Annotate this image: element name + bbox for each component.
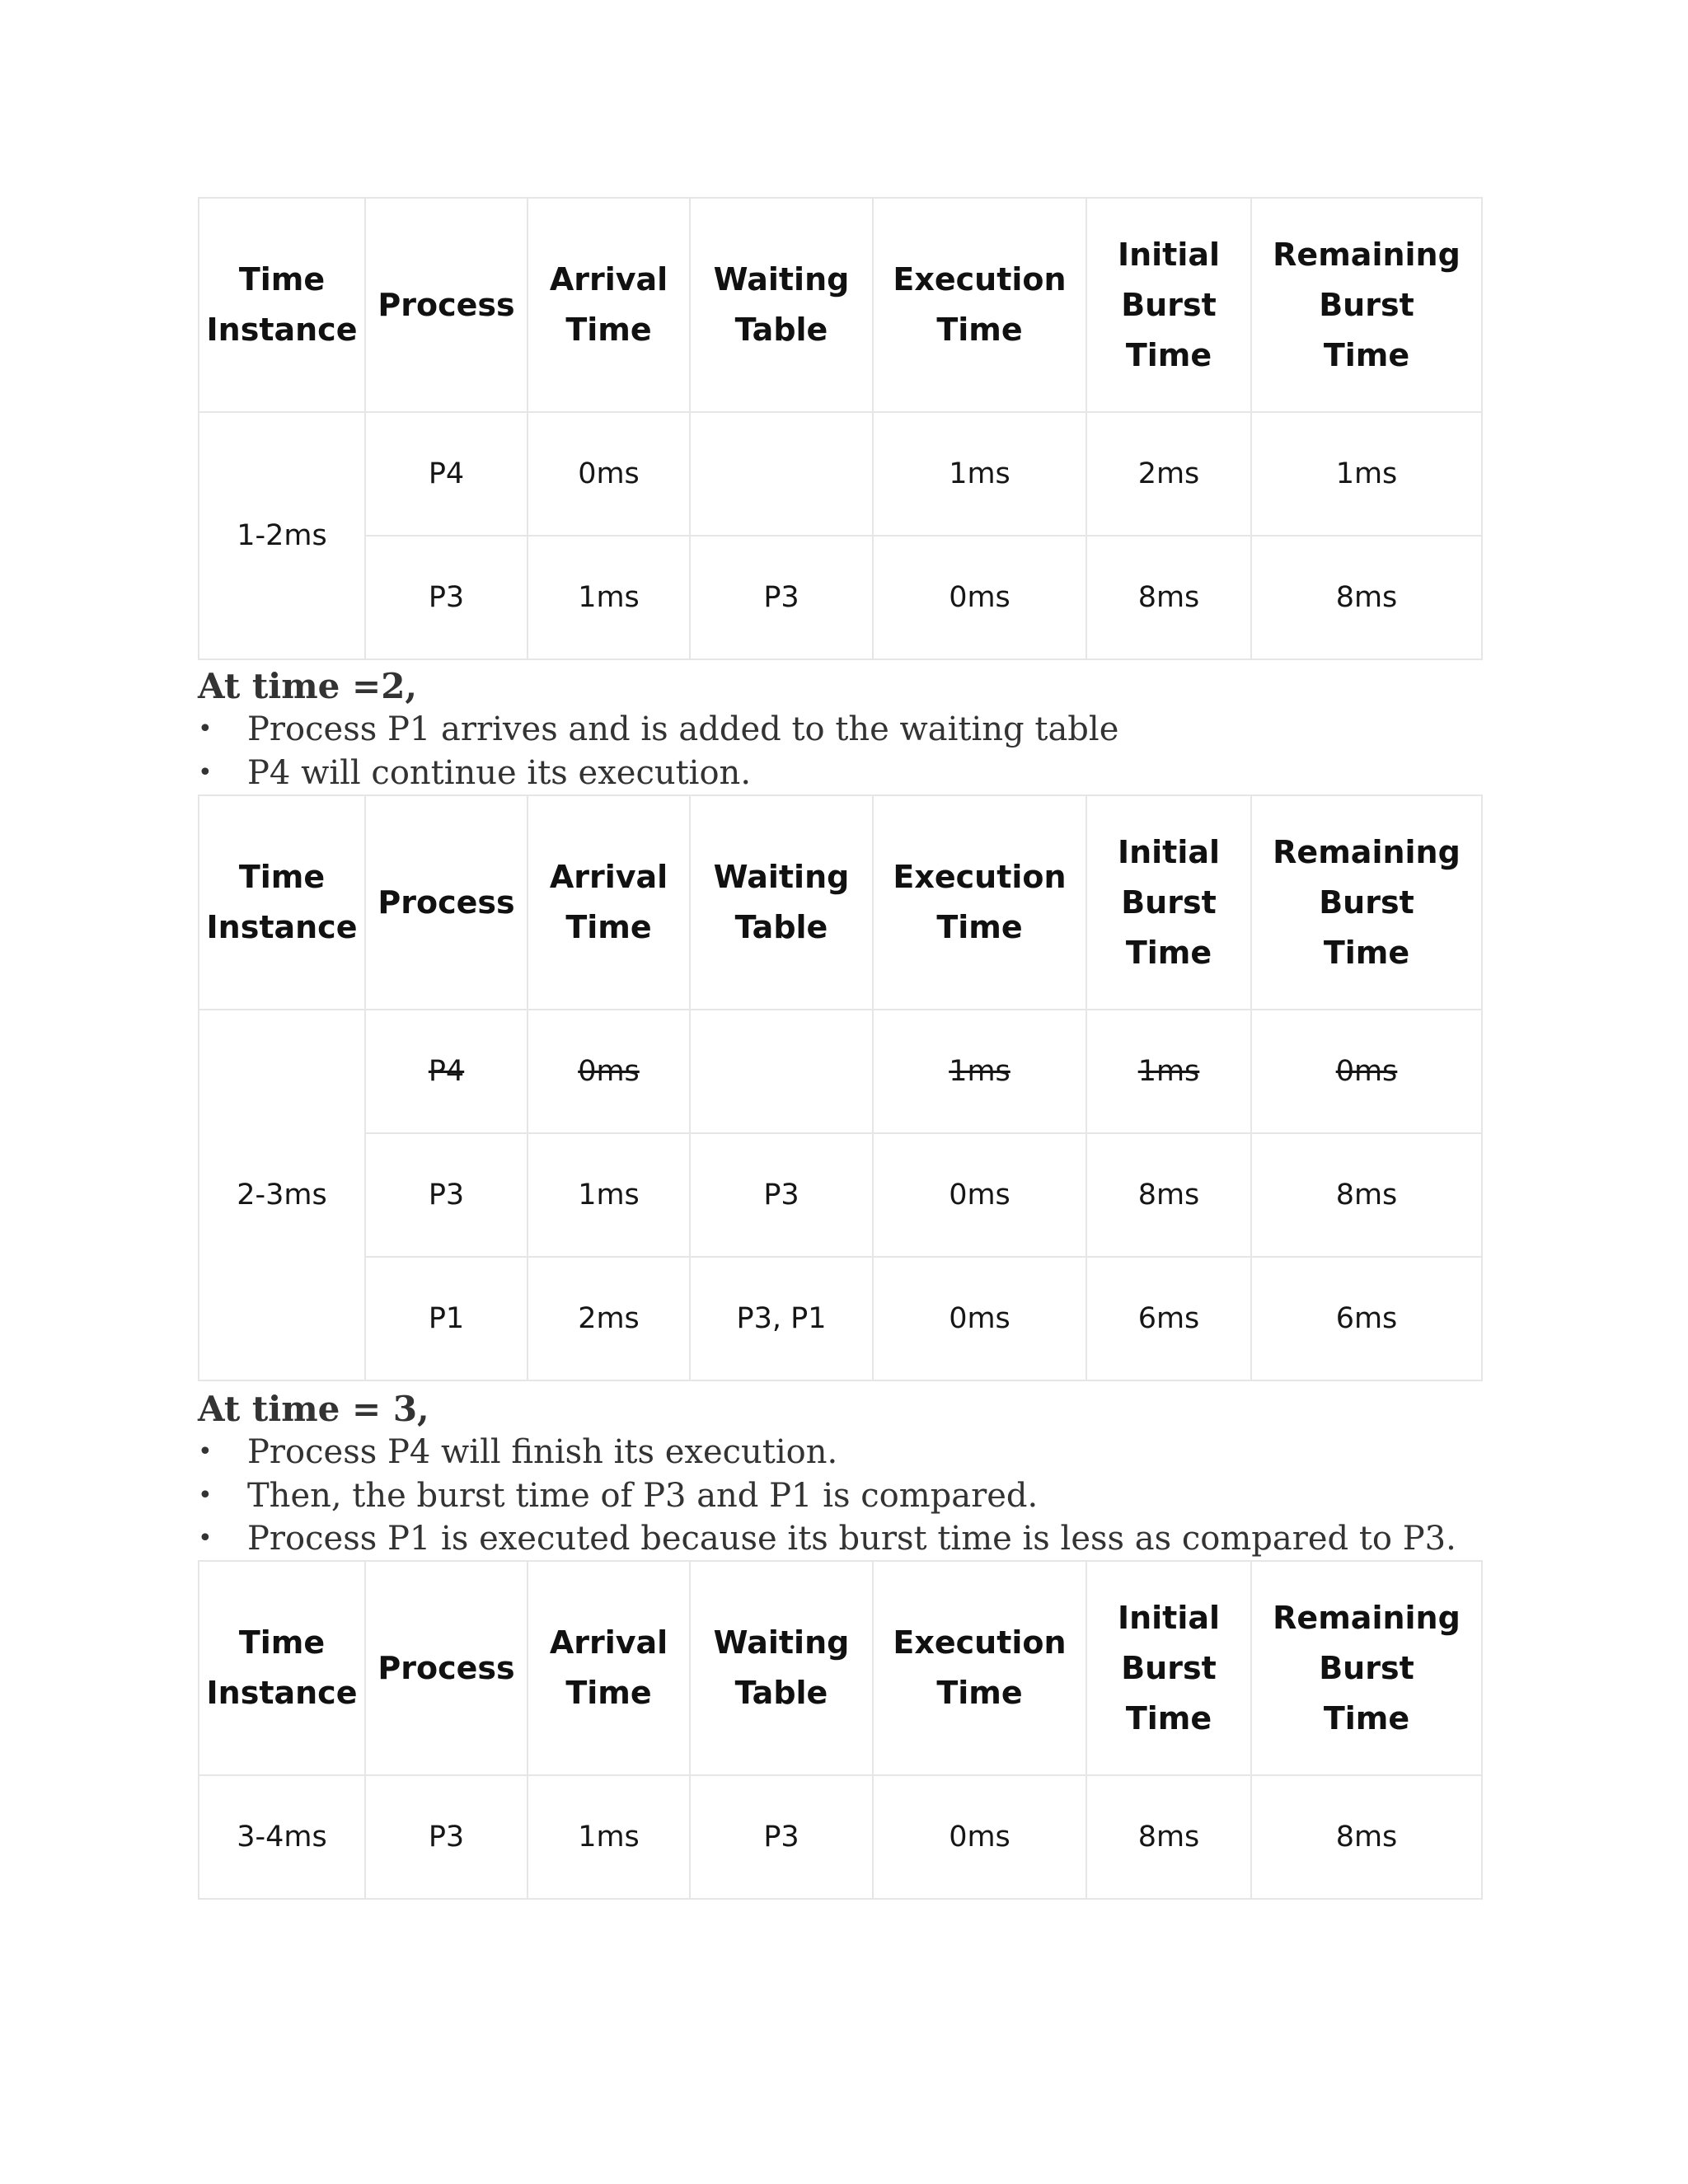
- table-row: [199, 412, 1482, 536]
- header-execution-time: Execution Time: [873, 198, 1086, 412]
- waiting-cell: P3: [690, 1775, 873, 1899]
- header-row: [199, 795, 1482, 1010]
- execution-cell: 1ms: [873, 1010, 1086, 1133]
- header-remaining-burst-time: Remaining Burst Time: [1251, 198, 1482, 412]
- arrival-cell: 2ms: [528, 1257, 690, 1380]
- waiting-cell: [690, 1010, 873, 1133]
- list-item-text: Process P1 is executed because its burst time is less as compared to P3.: [247, 1520, 1456, 1558]
- header-initial-burst-time: Initial Burst Time: [1086, 198, 1251, 412]
- arrival-cell: 0ms: [528, 412, 690, 536]
- note-bullet-list: [198, 708, 1599, 794]
- list-item-text: P4 will continue its execution.: [247, 753, 752, 792]
- header-remaining-burst-time: Remaining Burst Time: [1251, 795, 1482, 1010]
- execution-cell: 1ms: [873, 412, 1086, 536]
- remaining-burst-cell: 0ms: [1251, 1010, 1482, 1133]
- remaining-burst-cell: 8ms: [1251, 1775, 1482, 1899]
- initial-burst-cell: 8ms: [1086, 536, 1251, 659]
- list-item-text: Process P4 will finish its execution.: [247, 1433, 838, 1471]
- header-row: [199, 1561, 1482, 1775]
- execution-cell: 0ms: [873, 1257, 1086, 1380]
- process-cell: P3: [365, 1133, 528, 1257]
- remaining-burst-cell: 8ms: [1251, 536, 1482, 659]
- note-bullet-list: [198, 1431, 1599, 1561]
- list-item: [198, 1517, 1599, 1561]
- remaining-burst-cell: 1ms: [1251, 412, 1482, 536]
- header-execution-time: Execution Time: [873, 795, 1086, 1010]
- note-heading: At time = 3,: [198, 1389, 429, 1429]
- initial-burst-cell: 1ms: [1086, 1010, 1251, 1133]
- header-process: Process: [365, 198, 528, 412]
- list-item-text: Process P1 arrives and is added to the waiting table: [247, 710, 1119, 748]
- schedule-table-3: [198, 1560, 1483, 1900]
- process-cell: P3: [365, 1775, 528, 1899]
- execution-cell: 0ms: [873, 1133, 1086, 1257]
- header-waiting-table: Waiting Table: [690, 1561, 873, 1775]
- process-cell: P4: [365, 1010, 528, 1133]
- list-item: [198, 1474, 1599, 1518]
- waiting-cell: P3, P1: [690, 1257, 873, 1380]
- header-waiting-table: Waiting Table: [690, 795, 873, 1010]
- bullet-icon: •: [198, 1480, 213, 1510]
- note-heading: At time =2,: [198, 666, 418, 706]
- list-item: [198, 752, 1599, 795]
- list-item: [198, 1431, 1599, 1474]
- bullet-icon: •: [198, 757, 213, 787]
- note-time-2: [198, 665, 1599, 794]
- header-waiting-table: Waiting Table: [690, 198, 873, 412]
- header-arrival-time: Arrival Time: [528, 795, 690, 1010]
- waiting-cell: P3: [690, 1133, 873, 1257]
- header-initial-burst-time: Initial Burst Time: [1086, 1561, 1251, 1775]
- header-row: [199, 198, 1482, 412]
- table-row: [199, 1257, 1482, 1380]
- header-initial-burst-time: Initial Burst Time: [1086, 795, 1251, 1010]
- header-time-instance: Time Instance: [199, 198, 365, 412]
- table-row: [199, 536, 1482, 659]
- process-cell: P1: [365, 1257, 528, 1380]
- waiting-cell: P3: [690, 536, 873, 659]
- initial-burst-cell: 8ms: [1086, 1775, 1251, 1899]
- bullet-icon: •: [198, 1437, 213, 1466]
- time-instance-cell: 1-2ms: [199, 412, 365, 659]
- list-item: [198, 708, 1599, 752]
- header-process: Process: [365, 1561, 528, 1775]
- bullet-icon: •: [198, 715, 213, 743]
- remaining-burst-cell: 8ms: [1251, 1133, 1482, 1257]
- arrival-cell: 0ms: [528, 1010, 690, 1133]
- header-time-instance: Time Instance: [199, 795, 365, 1010]
- header-arrival-time: Arrival Time: [528, 1561, 690, 1775]
- initial-burst-cell: 2ms: [1086, 412, 1251, 536]
- arrival-cell: 1ms: [528, 536, 690, 659]
- table-row: [199, 1133, 1482, 1257]
- schedule-table-2: [198, 794, 1483, 1381]
- list-item-text: Then, the burst time of P3 and P1 is compared.: [247, 1476, 1039, 1515]
- bullet-icon: •: [198, 1524, 213, 1553]
- remaining-burst-cell: 6ms: [1251, 1257, 1482, 1380]
- time-instance-cell: 3-4ms: [199, 1775, 365, 1899]
- table-row-struck: [199, 1010, 1482, 1133]
- time-instance-cell: 2-3ms: [199, 1010, 365, 1380]
- header-arrival-time: Arrival Time: [528, 198, 690, 412]
- execution-cell: 0ms: [873, 1775, 1086, 1899]
- header-remaining-burst-time: Remaining Burst Time: [1251, 1561, 1482, 1775]
- arrival-cell: 1ms: [528, 1133, 690, 1257]
- header-process: Process: [365, 795, 528, 1010]
- arrival-cell: 1ms: [528, 1775, 690, 1899]
- execution-cell: 0ms: [873, 536, 1086, 659]
- header-time-instance: Time Instance: [199, 1561, 365, 1775]
- note-time-3: [198, 1388, 1599, 1561]
- process-cell: P4: [365, 412, 528, 536]
- waiting-cell: [690, 412, 873, 536]
- initial-burst-cell: 8ms: [1086, 1133, 1251, 1257]
- schedule-table-1: [198, 197, 1483, 660]
- table-row: [199, 1775, 1482, 1899]
- header-execution-time: Execution Time: [873, 1561, 1086, 1775]
- initial-burst-cell: 6ms: [1086, 1257, 1251, 1380]
- process-cell: P3: [365, 536, 528, 659]
